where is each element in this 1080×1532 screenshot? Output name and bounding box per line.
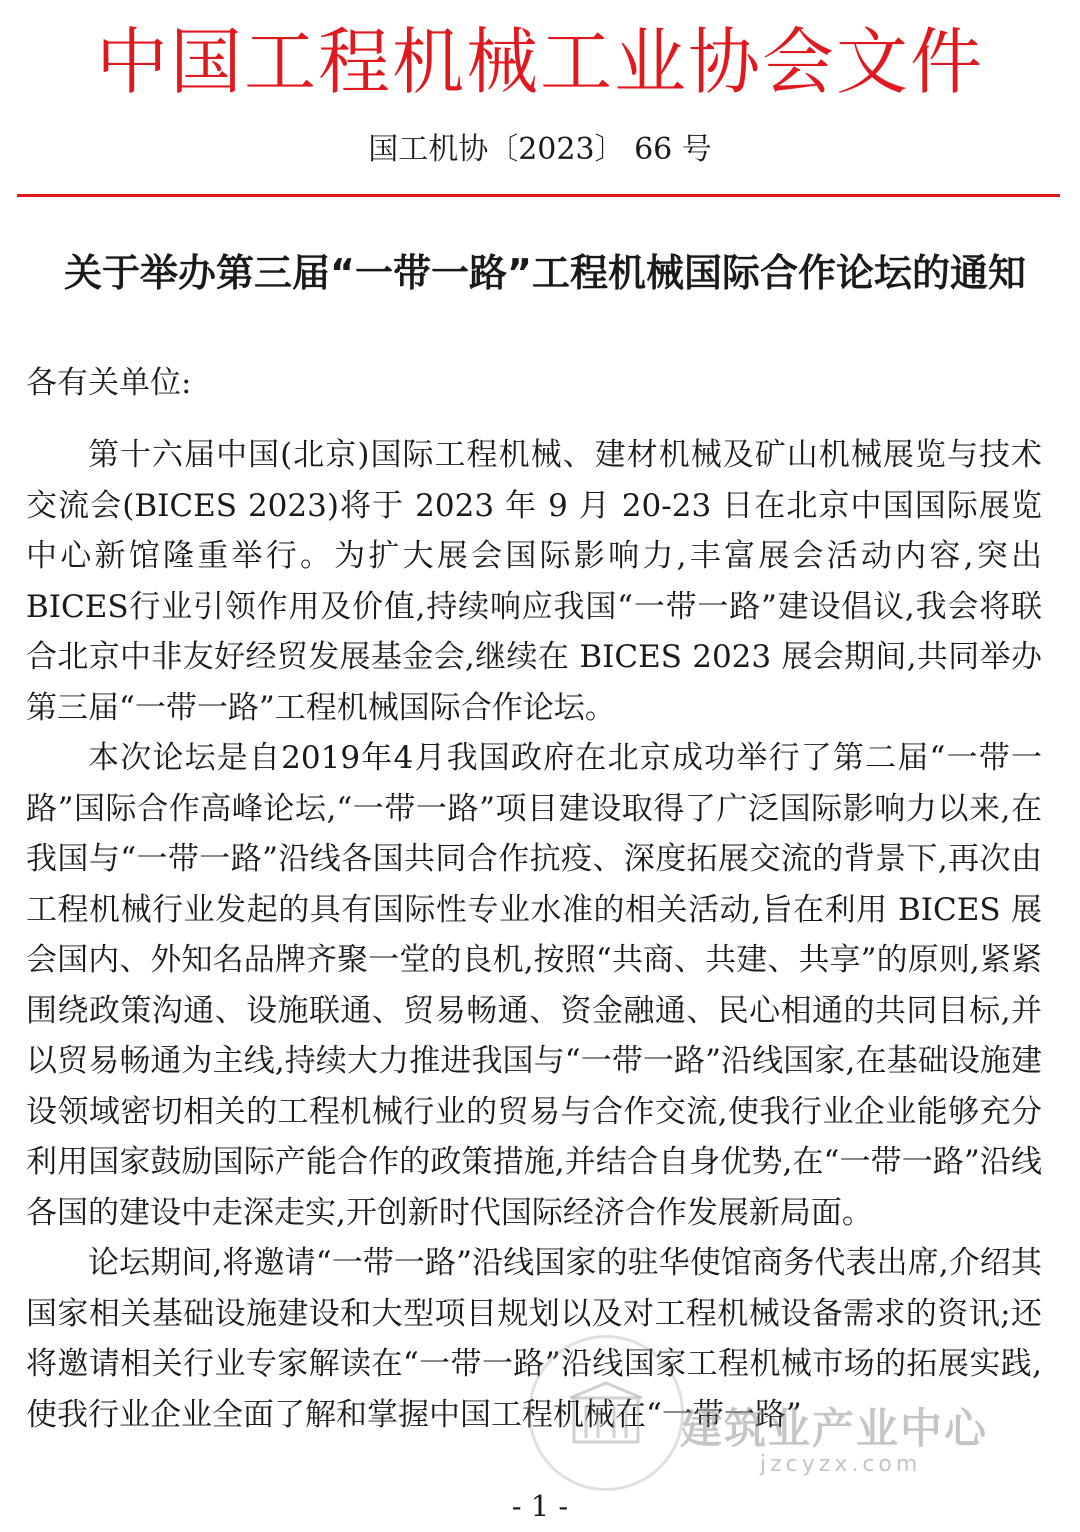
org-title: 中国工程机械工业协会文件 (95, 20, 984, 104)
watermark-url: jzcyzx.com (760, 1452, 922, 1477)
salutation: 各有关单位: (26, 365, 192, 401)
red-divider (17, 194, 1060, 197)
page-number: - 1 - (511, 1489, 569, 1523)
doc-number: 国工机协〔2023〕 66 号 (368, 132, 712, 167)
body-text (26, 430, 1042, 1440)
watermark-seal (528, 1335, 684, 1491)
building-icon (568, 1380, 644, 1446)
paragraph: 本次论坛是自2019年4月我国政府在北京成功举行了第二届“一带一路”国际合作高峰论坛,“一带一路”项目建设取得了广泛国际影响力以来,在我国与“一带一路”沿线各国共同合作抗疫、深度拓展交流的背景下,再次由工程机械行业发起的具有国际性专业水准的相关活动,旨在利用 BICES 展会国内、外知名品牌齐聚一堂的良机,按照“共商、共建、共享”的原则,紧紧围绕政策沟通、设施联通、贸易畅通、资金融通、民心相通的共同目标,并以贸易畅通为主线,持续大力推进我国与“一带一路”沿线国家,在基础设施建设领域密切相关的工程机械行业的贸易与合作交流,使我行业企业能够充分利用国家鼓励国际产能合作的政策措施,并结合自身优势,在“一带一路”沿线各国的建设中走深走实,开创新时代国际经济合作发展新局面。 (26, 740, 1042, 1231)
watermark-text: 建筑业产业中心 (680, 1404, 989, 1453)
paragraph: 第十六届中国(北京)国际工程机械、建材机械及矿山机械展览与技术交流会(BICES 2023)将于 2023 年 9 月 20-23 日在北京中国国际展览中心新馆隆重举行。为扩大展会国际影响力,丰富展会活动内容,突出BICES行业引领作用及价值,持续响应我国“一带一路”建设倡议,我会将联合北京中非友好经贸发展基金会,继续在 BICES 2023 展会期间,共同举办第三届“一带一路”工程机械国际合作论坛。 (26, 437, 1042, 726)
paragraph: 论坛期间,将邀请“一带一路”沿线国家的驻华使馆商务代表出席,介绍其国家相关基础设施建设和大型项目规划以及对工程机械设备需求的资讯;还将邀请相关行业专家解读在“一带一路”沿线国家工程机械市场的拓展实践,使我行业企业全面了解和掌握中国工程机械在“一带一路” (26, 1245, 1042, 1433)
doc-title: 关于举办第三届“一带一路”工程机械国际合作论坛的通知 (64, 251, 1026, 295)
